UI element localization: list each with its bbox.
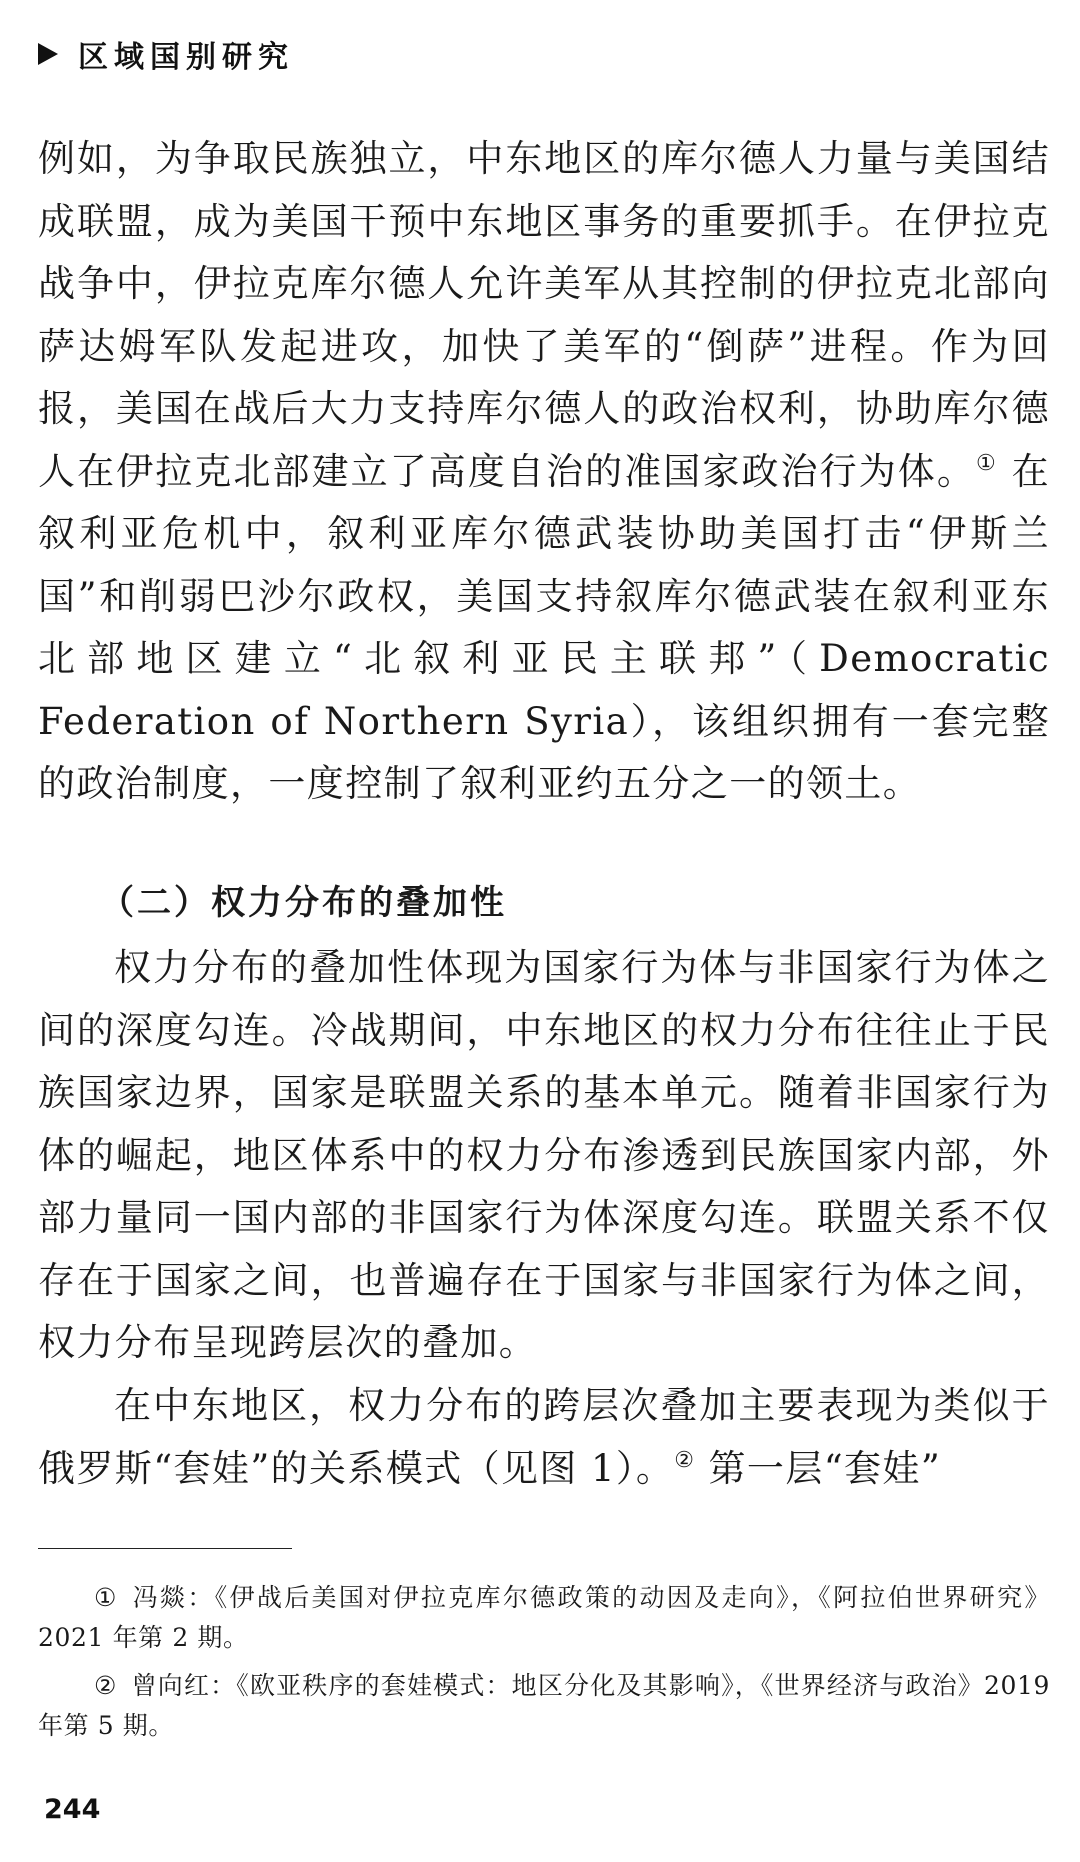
footnote-mark: ② bbox=[94, 1671, 118, 1700]
footnote-2 bbox=[38, 1666, 1050, 1746]
footnote-mark: ① bbox=[94, 1583, 119, 1612]
running-header bbox=[38, 30, 294, 78]
paragraph-text: 在叙利亚危机中，叙利亚库尔德武装协助美国打击“伊斯兰国”和削弱巴沙尔政权，美国支持叙库尔德武装在叙利亚东北部地区建立“北叙利亚民主联邦”（Democratic Federation of Northern Syria），该组织拥有一套完整的政治制度，一度控制了叙利亚约五分之一的领土。 bbox=[38, 449, 1051, 805]
page-number: 244 bbox=[44, 1794, 101, 1825]
paragraph-text: 例如，为争取民族独立，中东地区的库尔德人力量与美国结成联盟，成为美国干预中东地区事务的重要抓手。在伊拉克战争中，伊拉克库尔德人允许美军从其控制的伊拉克北部向萨达姆军队发起进攻，加快了美军的“倒萨”进程。作为回报，美国在战后大力支持库尔德人的政治权利，协助库尔德人在伊拉克北部建立了高度自治的准国家政治行为体。 bbox=[38, 137, 1050, 493]
body-paragraph-2 bbox=[38, 937, 1050, 1375]
footnote-text: 曾向红：《欧亚秩序的套娃模式：地区分化及其影响》，《世界经济与政治》2019 年第 5 期。 bbox=[38, 1671, 1050, 1740]
body-paragraph-1 bbox=[38, 128, 1050, 816]
section-title: 区域国别研究 bbox=[78, 40, 294, 75]
footnote-ref-2[interactable]: ② bbox=[674, 1447, 696, 1473]
body-paragraph-3 bbox=[38, 1375, 1050, 1500]
footnote-text: 冯燚：《伊战后美国对伊拉克库尔德政策的动因及走向》，《阿拉伯世界研究》2021 年第 2 期。 bbox=[38, 1583, 1050, 1652]
triangle-bullet-icon bbox=[38, 43, 58, 65]
paragraph-text: 在中东地区，权力分布的跨层次叠加主要表现为类似于俄罗斯“套娃”的关系模式（见图 1）。 bbox=[38, 1384, 1050, 1490]
section-heading: （二）权力分布的叠加性 bbox=[100, 883, 507, 923]
footnote-ref-1[interactable]: ① bbox=[975, 450, 998, 476]
paragraph-text: 权力分布的叠加性体现为国家行为体与非国家行为体之间的深度勾连。冷战期间，中东地区的权力分布往往止于民族国家边界，国家是联盟关系的基本单元。随着非国家行为体的崛起，地区体系中的权力分布渗透到民族国家内部，外部力量同一国内部的非国家行为体深度勾连。联盟关系不仅存在于国家之间，也普遍存在于国家与非国家行为体之间，权力分布呈现跨层次的叠加。 bbox=[38, 946, 1050, 1364]
footnote-divider bbox=[38, 1548, 292, 1549]
footnote-1 bbox=[38, 1578, 1050, 1658]
paragraph-text: 第一层“套娃” bbox=[695, 1446, 942, 1490]
